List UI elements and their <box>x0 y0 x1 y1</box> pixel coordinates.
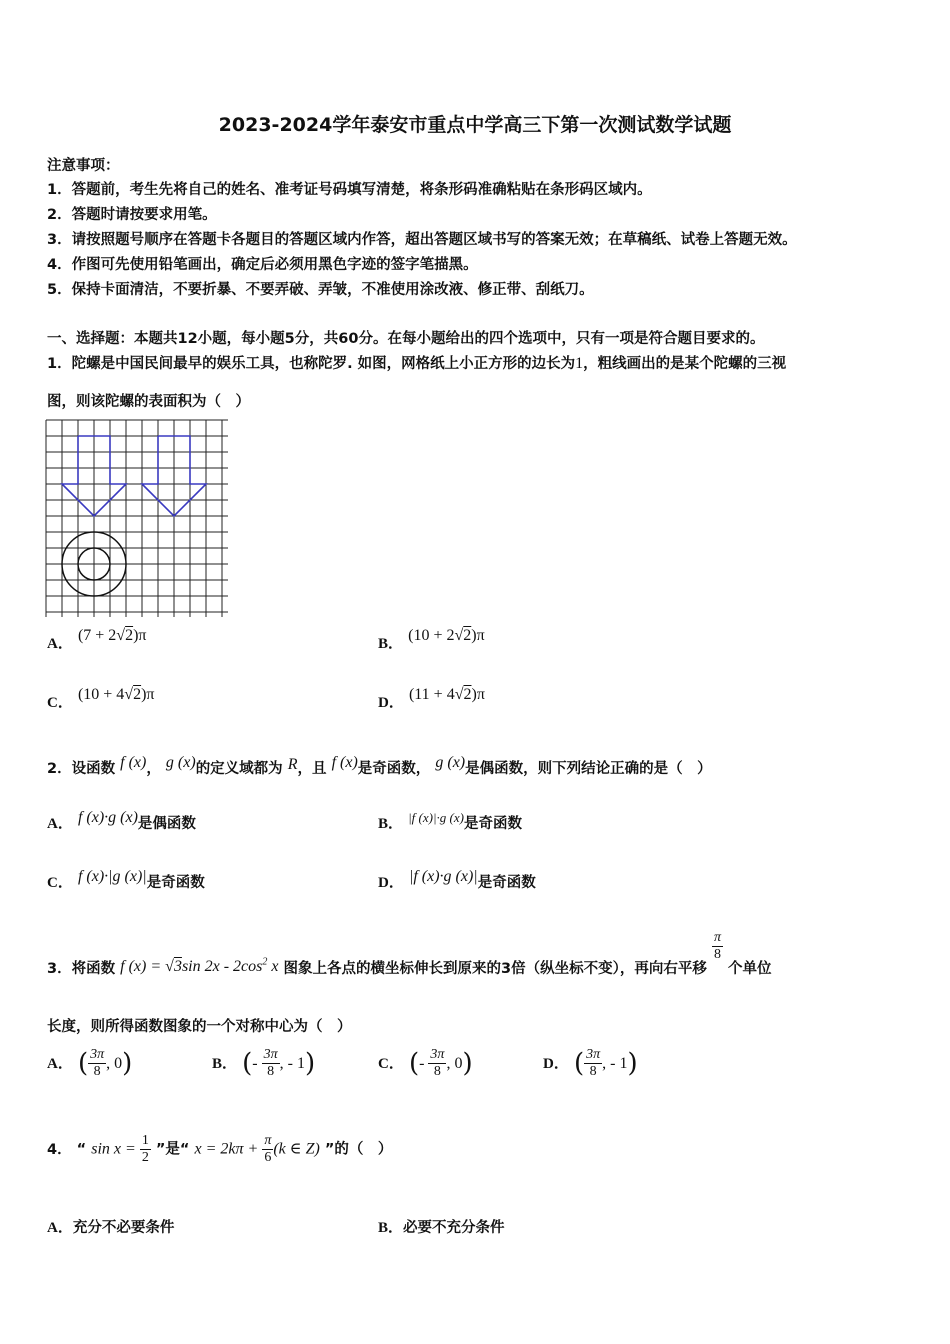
notice-item-2: 2．答题时请按要求用笔。 <box>47 207 217 223</box>
q2-option-c[interactable]: C． f (x)·|g (x)|是奇函数 <box>47 868 205 891</box>
q3-option-c[interactable]: C． (- $\frac{3\pi}{8}$ , 0) <box>378 1047 473 1079</box>
section-heading: 一、选择题：本题共12小题，每小题5分，共60分。在每小题给出的四个选项中，只有一项是符合题目要求的。 <box>47 331 765 347</box>
q3-option-a[interactable]: A． ( $\frac{3\pi}{8}$ , 0) <box>47 1047 133 1079</box>
notice-item-3: 3．请按照题号顺序在答题卡各题目的答题区域内作答，超出答题区域书写的答案无效；在草稿纸、试卷上答题无效。 <box>47 232 797 248</box>
q1-option-d[interactable]: D． (11 + 4√2)π <box>378 686 485 711</box>
question-3-line2: 长度，则所得函数图象的一个对称中心为（ ） <box>47 1019 352 1035</box>
notice-item-1: 1．答题前，考生先将自己的姓名、准考证号码填写清楚，将条形码准确粘贴在条形码区域内。 <box>47 182 652 198</box>
shift-fraction: $\frac{\pi}{8}$ <box>713 930 721 962</box>
q3-option-b[interactable]: B． (- $\frac{3\pi}{8}$ , - 1) <box>212 1047 316 1079</box>
q1-option-b[interactable]: B． (10 + 2√2)π <box>378 627 485 652</box>
question-4: 4． “ sin x = $\frac{1}{2}$ ”是“ x = 2kπ + $\frac{\pi}{6}$ (k ∈ Z) ”的（ ） <box>47 1133 393 1165</box>
question-2: 2．设函数 f (x)， g (x)的定义域都为 R，且 f (x)是奇函数， g (x)是偶函数，则下列结论正确的是（ ） <box>47 754 712 777</box>
notice-heading: 注意事项： <box>47 158 120 174</box>
q4-option-a[interactable]: A．充分不必要条件 <box>47 1220 175 1236</box>
three-view-figure <box>45 419 231 619</box>
notice-item-5: 5．保持卡面清洁，不要折暴、不要弄破、弄皱，不准使用涂改液、修正带、刮纸刀。 <box>47 282 594 298</box>
q1-option-a[interactable]: A． (7 + 2√2)π <box>47 627 147 652</box>
q1-option-c[interactable]: C． (10 + 4√2)π <box>47 686 155 711</box>
page-title: 2023-2024学年泰安市重点中学高三下第一次测试数学试题 <box>218 114 732 136</box>
q2-option-b[interactable]: B． $^{|f (x)|\cdot g (x)}$是奇函数 <box>378 810 522 832</box>
q4-option-b[interactable]: B．必要不充分条件 <box>378 1220 505 1236</box>
q3-option-d[interactable]: D． ( $\frac{3\pi}{8}$ , - 1) <box>543 1047 638 1079</box>
notice-item-4: 4．作图可先使用铅笔画出，确定后必须用黑色字迹的签字笔描黑。 <box>47 257 478 273</box>
question-1-line2: 图，则该陀螺的表面积为（ ） <box>47 394 250 410</box>
question-3-line1: 3．将函数 f (x) = √3sin $2x - 2\cos^2$ x 图象上各点的横坐标伸长到原来的3倍（纵坐标不变），再向右平移 $\frac{\pi}{8}$ 个单位 <box>47 930 772 977</box>
q2-option-d[interactable]: D． |f (x)·g (x)|是奇函数 <box>378 868 536 891</box>
q2-option-a[interactable]: A． f (x)·g (x)是偶函数 <box>47 809 196 832</box>
question-1-line1: 1．陀螺是中国民间最早的娱乐工具，也称陀罗. 如图，网格纸上小正方形的边长为1，粗线画出的是某个陀螺的三视 <box>47 355 787 372</box>
